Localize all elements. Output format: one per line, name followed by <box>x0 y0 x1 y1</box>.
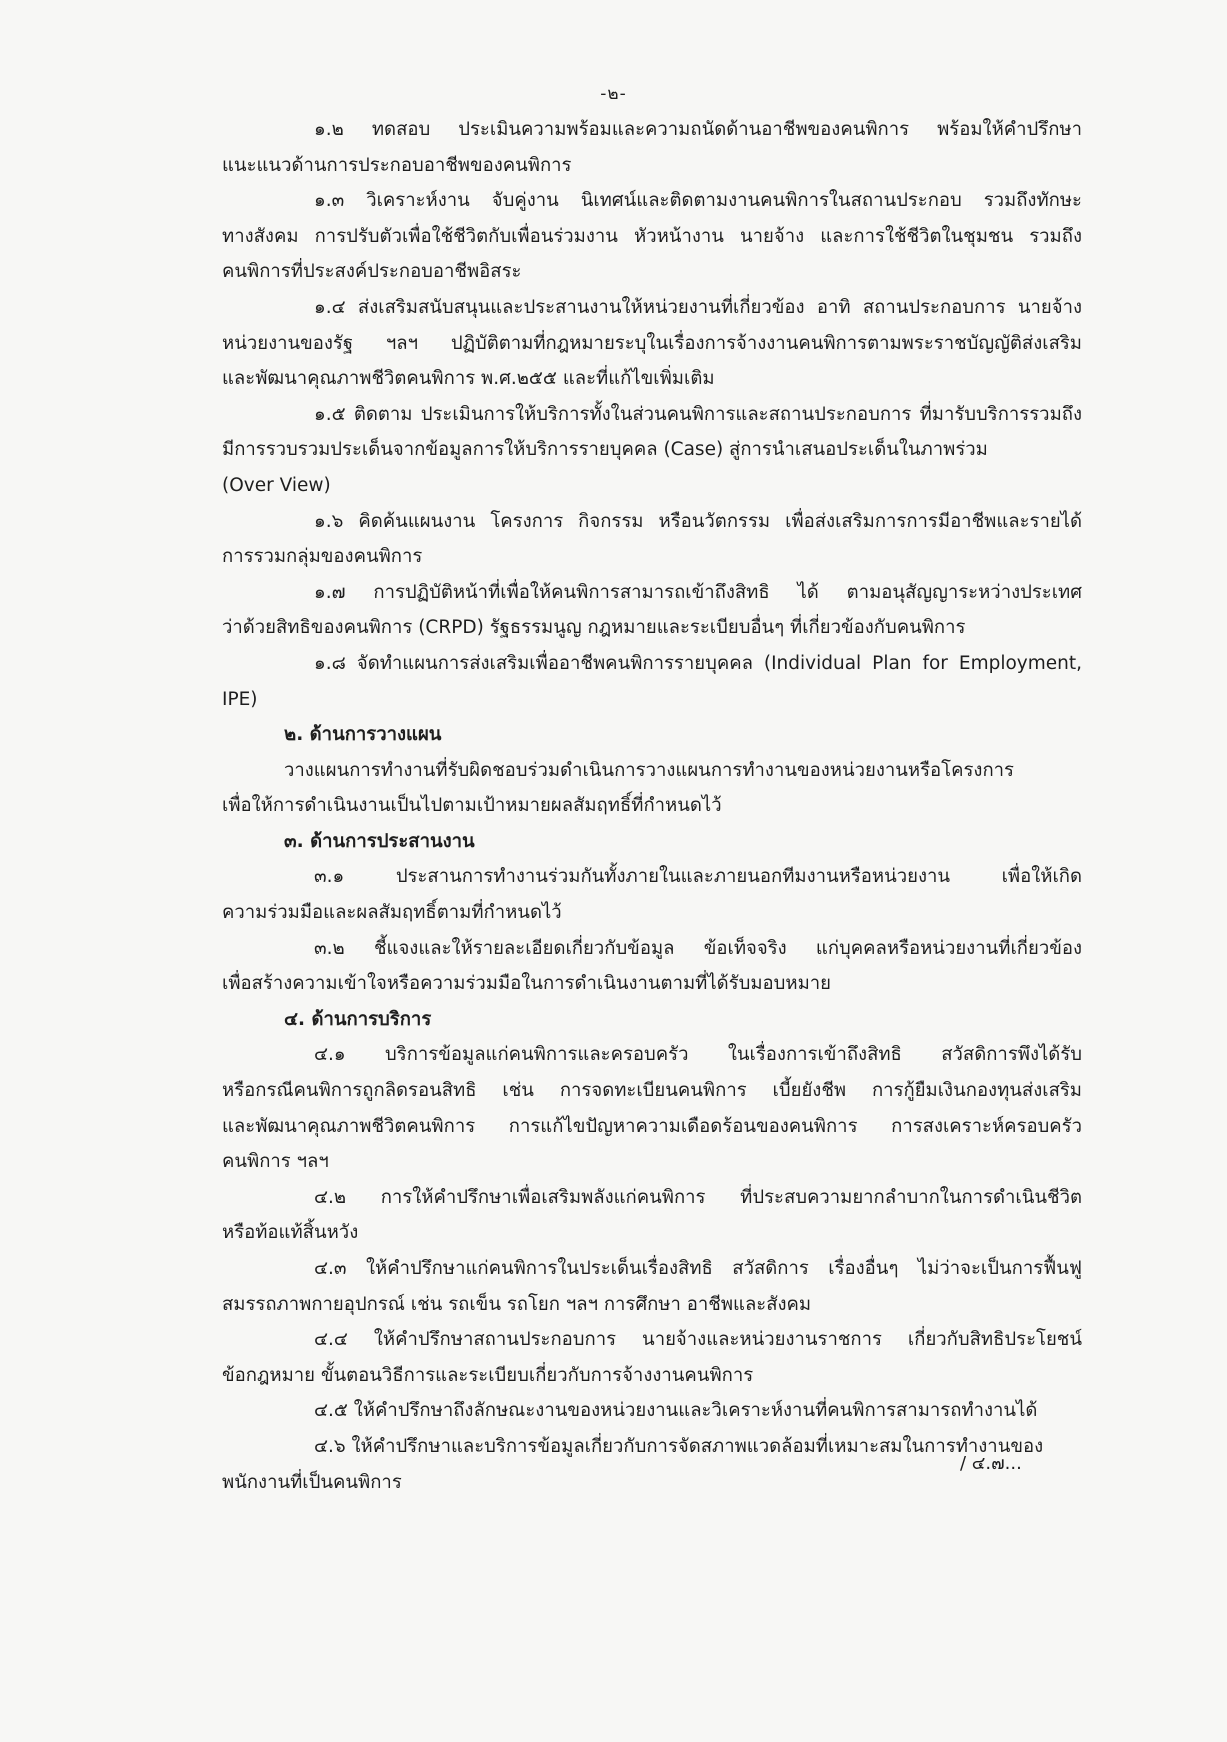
text-line: ๑.๗ การปฏิบัติหน้าที่เพื่อให้คนพิการสามารถเข้าถึงสิทธิ ได้ ตามอนุสัญญาระหว่างประเทศ <box>314 581 1082 603</box>
section-heading: ๔. ด้านการบริการ <box>284 1008 432 1030</box>
page-number: -๒- <box>600 84 627 104</box>
text-line: ๔.๔ ให้คำปรึกษาสถานประกอบการ นายจ้างและหน่วยงานราชการ เกี่ยวกับสิทธิประโยชน์ <box>314 1329 1082 1351</box>
text-line: วางแผนการทำงานที่รับผิดชอบร่วมดำเนินการวางแผนการทำงานของหน่วยงานหรือโครงการ <box>284 759 1014 781</box>
text-line: เพื่อสร้างความเข้าใจหรือความร่วมมือในการดำเนินงานตามที่ได้รับมอบหมาย <box>222 973 832 995</box>
text-line: ว่าด้วยสิทธิของคนพิการ (CRPD) รัฐธรรมนูญ กฎหมายและระเบียบอื่นๆ ที่เกี่ยวข้องกับคนพิการ <box>222 617 966 639</box>
text-line: ๑.๒ ทดสอบ ประเมินความพร้อมและความถนัดด้านอาชีพของคนพิการ พร้อมให้คำปรึกษา <box>314 119 1082 140</box>
text-line: ๔.๖ ให้คำปรึกษาและบริการข้อมูลเกี่ยวกับการจัดสภาพแวดล้อมที่เหมาะสมในการทำงานของ <box>314 1435 1044 1457</box>
text-line: IPE) <box>222 688 258 710</box>
text-line: (Over View) <box>222 474 331 496</box>
text-line: ๑.๓ วิเคราะห์งาน จับคู่งาน นิเทศน์และติดตามงานคนพิการในสถานประกอบ รวมถึงทักษะ <box>314 190 1082 212</box>
text-line: ๔.๓ ให้คำปรึกษาแก่คนพิการในประเด็นเรื่องสิทธิ สวัสดิการ เรื่องอื่นๆ ไม่ว่าจะเป็นการฟื้นฟู <box>314 1258 1082 1279</box>
text-line: แนะแนวด้านการประกอบอาชีพของคนพิการ <box>222 154 572 176</box>
text-line: ๑.๕ ติดตาม ประเมินการให้บริการทั้งในส่วนคนพิการและสถานประกอบการ ที่มารับบริการรวมถึง <box>314 403 1082 425</box>
text-line: ความร่วมมือและผลสัมฤทธิ์ตามที่กำหนดไว้ <box>222 902 562 924</box>
continuation-reference: / ๔.๗... <box>960 1453 1022 1474</box>
text-line: ๔.๕ ให้คำปรึกษาถึงลักษณะงานของหน่วยงานและวิเคราะห์งานที่คนพิการสามารถทำงานได้ <box>314 1400 1038 1422</box>
text-line: ๔.๒ การให้คำปรึกษาเพื่อเสริมพลังแก่คนพิการ ที่ประสบความยากลำบากในการดำเนินชีวิต <box>314 1186 1082 1208</box>
text-line: ๓.๑ ประสานการทำงานร่วมกันทั้งภายในและภายนอกทีมงานหรือหน่วยงาน เพื่อให้เกิด <box>314 866 1082 888</box>
text-line: หรือท้อแท้สิ้นหวัง <box>222 1222 359 1244</box>
text-line: ๑.๖ คิดค้นแผนงาน โครงการ กิจกรรม หรือนวัตกรรม เพื่อส่งเสริมการการมีอาชีพและรายได้ <box>314 510 1082 532</box>
text-line: สมรรถภาพกายอุปกรณ์ เช่น รถเข็น รถโยก ฯลฯ การศึกษา อาชีพและสังคม <box>222 1293 812 1315</box>
text-line: ๓.๒ ชี้แจงและให้รายละเอียดเกี่ยวกับข้อมูล ข้อเท็จจริง แก่บุคคลหรือหน่วยงานที่เกี่ยวข้อง <box>314 937 1082 959</box>
text-line: มีการรวบรวมประเด็นจากข้อมูลการให้บริการรายบุคคล (Case) สู่การนำเสนอประเด็นในภาพร่วม <box>222 439 988 461</box>
text-line: ๔.๑ บริการข้อมูลแก่คนพิการและครอบครัว ในเรื่องการเข้าถึงสิทธิ สวัสดิการพึงได้รับ <box>314 1044 1082 1066</box>
text-line: หน่วยงานของรัฐ ฯลฯ ปฏิบัติตามที่กฎหมายระบุในเรื่องการจ้างงานคนพิการตามพระราชบัญญัติส่งเสริม <box>222 332 1082 354</box>
text-line: และพัฒนาคุณภาพชีวิตคนพิการ การแก้ไขปัญหาความเดือดร้อนของคนพิการ การสงเคราะห์ครอบครัว <box>222 1115 1082 1137</box>
section-heading: ๒. ด้านการวางแผน <box>284 724 442 746</box>
text-line: การรวมกลุ่มของคนพิการ <box>222 546 423 568</box>
text-line: พนักงานที่เป็นคนพิการ <box>222 1471 402 1493</box>
text-line: ๑.๘ จัดทำแผนการส่งเสริมเพื่ออาชีพคนพิการรายบุคคล (Individual Plan for Employment, <box>314 652 1082 674</box>
text-line: หรือกรณีคนพิการถูกลิดรอนสิทธิ เช่น การจดทะเบียนคนพิการ เบี้ยยังชีพ การกู้ยืมเงินกองทุนส่งเสริม <box>222 1080 1082 1102</box>
document-body <box>222 112 1082 1500</box>
text-line: ทางสังคม การปรับตัวเพื่อใช้ชีวิตกับเพื่อนร่วมงาน หัวหน้างาน นายจ้าง และการใช้ชีวิตในชุมชน รวมถึง <box>222 225 1082 247</box>
text-line: เพื่อให้การดำเนินงานเป็นไปตามเป้าหมายผลสัมฤทธิ์ที่กำหนดไว้ <box>222 795 722 817</box>
text-line: คนพิการที่ประสงค์ประกอบอาชีพอิสระ <box>222 261 522 283</box>
text-line: คนพิการ ฯลฯ <box>222 1151 329 1173</box>
text-line: ข้อกฎหมาย ขั้นตอนวิธีการและระเบียบเกี่ยวกับการจ้างงานคนพิการ <box>222 1364 754 1386</box>
text-line: และพัฒนาคุณภาพชีวิตคนพิการ พ.ศ.๒๕๕ และที่แก้ไขเพิ่มเติม <box>222 368 715 390</box>
section-heading: ๓. ด้านการประสานงาน <box>284 830 475 852</box>
text-line: ๑.๔ ส่งเสริมสนับสนุนและประสานงานให้หน่วยงานที่เกี่ยวข้อง อาทิ สถานประกอบการ นายจ้าง <box>314 296 1082 318</box>
